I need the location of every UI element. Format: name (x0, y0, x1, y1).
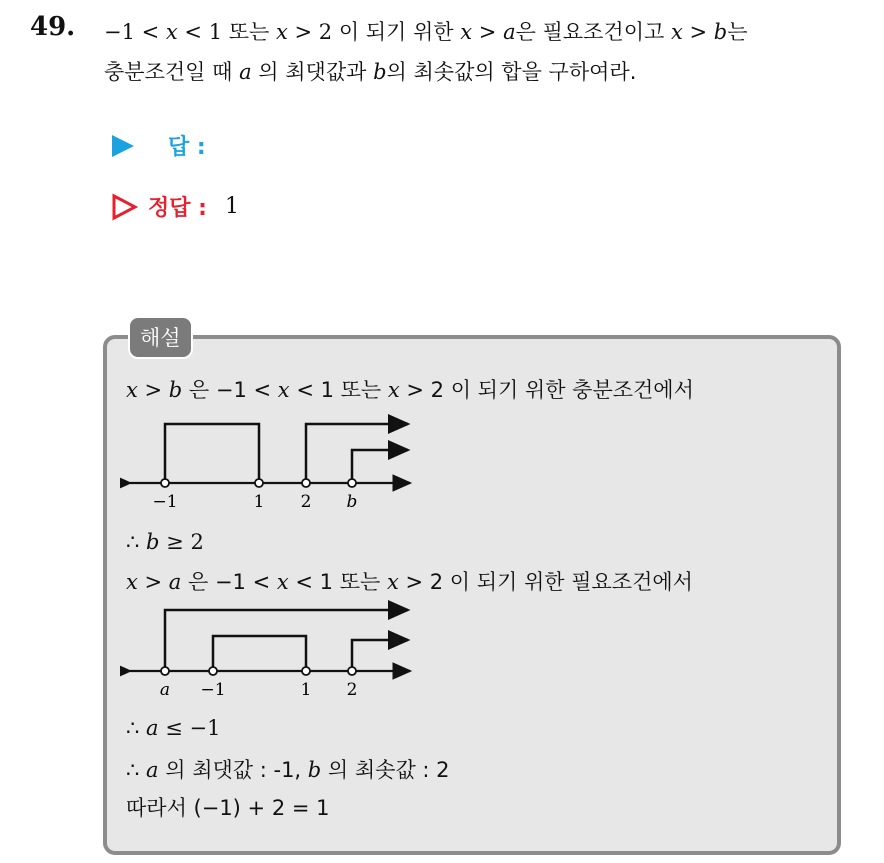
text-segment: ∴ (126, 758, 147, 782)
text-segment: ∴ (126, 716, 147, 740)
text-segment: 은 필요조건이고 (515, 20, 671, 44)
math-variable: b (307, 758, 322, 782)
math-variable: a (146, 716, 159, 740)
math-variable: b (168, 378, 183, 402)
math-variable: x (460, 20, 473, 44)
text-segment: 의 최솟값의 합을 구하여라. (386, 60, 637, 84)
text-segment: > 2 이 되기 위한 필요조건에서 (398, 570, 693, 594)
text-segment: > (472, 20, 504, 44)
text-segment: ≤ −1 (158, 716, 221, 740)
math-variable: x (126, 378, 138, 402)
solution-line-6 (126, 792, 330, 822)
text-segment: ∴ (126, 530, 147, 554)
question-text-line-1 (104, 16, 748, 46)
tick-label: b (346, 492, 358, 512)
tick-label: a (159, 680, 171, 700)
math-variable: x (387, 378, 400, 402)
correct-answer-row (110, 191, 239, 222)
text-segment: > (137, 570, 169, 594)
text-segment: 의 최댓값과 (251, 60, 374, 84)
solution-line-4 (126, 716, 220, 740)
answer-label: 답 : (168, 135, 206, 160)
solution-line-2 (126, 530, 204, 554)
number-line-diagram-2 (120, 598, 420, 703)
solution-line-1 (126, 374, 694, 404)
text-segment: ≥ 2 (159, 530, 204, 554)
text-segment: > (137, 378, 169, 402)
math-variable: x (277, 378, 290, 402)
text-segment: 의 최댓값 : -1, (158, 758, 308, 782)
question-number: 49. (30, 12, 76, 42)
text-segment: 은 −1 < (181, 570, 277, 594)
solution-tab: 해설 (128, 316, 193, 359)
text-segment: < 1 또는 (289, 378, 388, 402)
math-variable: b (373, 60, 387, 84)
text-segment: 또는 (228, 20, 276, 44)
correct-answer-value: 1 (224, 194, 239, 219)
play-arrow-icon (110, 133, 136, 159)
math-variable: x (126, 570, 138, 594)
correct-answer-label: 정답 : (148, 196, 207, 221)
tick-label: 1 (300, 680, 312, 700)
math-variable: x (670, 20, 683, 44)
answer-input-row[interactable] (110, 130, 206, 161)
text-segment: 충분조건일 때 (104, 60, 240, 84)
text-segment: 는 (727, 20, 748, 44)
text-segment: > 2 (287, 20, 339, 44)
question-text-line-2 (104, 56, 636, 86)
tick-label: 2 (346, 680, 358, 700)
solution-line-5 (126, 754, 450, 784)
solution-line-3 (126, 566, 693, 596)
text-segment: 따라서 (−1) + 2 = 1 (126, 796, 330, 820)
math-variable: a (146, 758, 159, 782)
text-segment: < 1 또는 (288, 570, 387, 594)
tick-label: −1 (200, 680, 226, 700)
outline-arrow-icon (110, 193, 138, 221)
math-variable: a (503, 20, 516, 44)
math-variable: a (168, 570, 182, 594)
math-variable: x (165, 20, 178, 44)
math-variable: b (713, 20, 728, 44)
text-segment: 의 최솟값 : 2 (321, 758, 450, 782)
math-variable: x (275, 20, 288, 44)
text-segment: 은 −1 < (182, 378, 278, 402)
text-segment: > 2 이 되기 위한 충분조건에서 (399, 378, 694, 402)
text-segment: < 1 (177, 20, 229, 44)
math-variable: x (276, 570, 289, 594)
number-line-diagram-1 (120, 410, 420, 515)
tick-label: −1 (152, 492, 178, 512)
tick-label: 2 (300, 492, 312, 512)
math-variable: x (386, 570, 399, 594)
text-segment: −1 < (104, 20, 166, 44)
text-segment: > (682, 20, 714, 44)
math-variable: a (239, 60, 252, 84)
math-variable: b (146, 530, 160, 554)
text-segment: 이 되기 위한 (338, 20, 461, 44)
tick-label: 1 (253, 492, 265, 512)
